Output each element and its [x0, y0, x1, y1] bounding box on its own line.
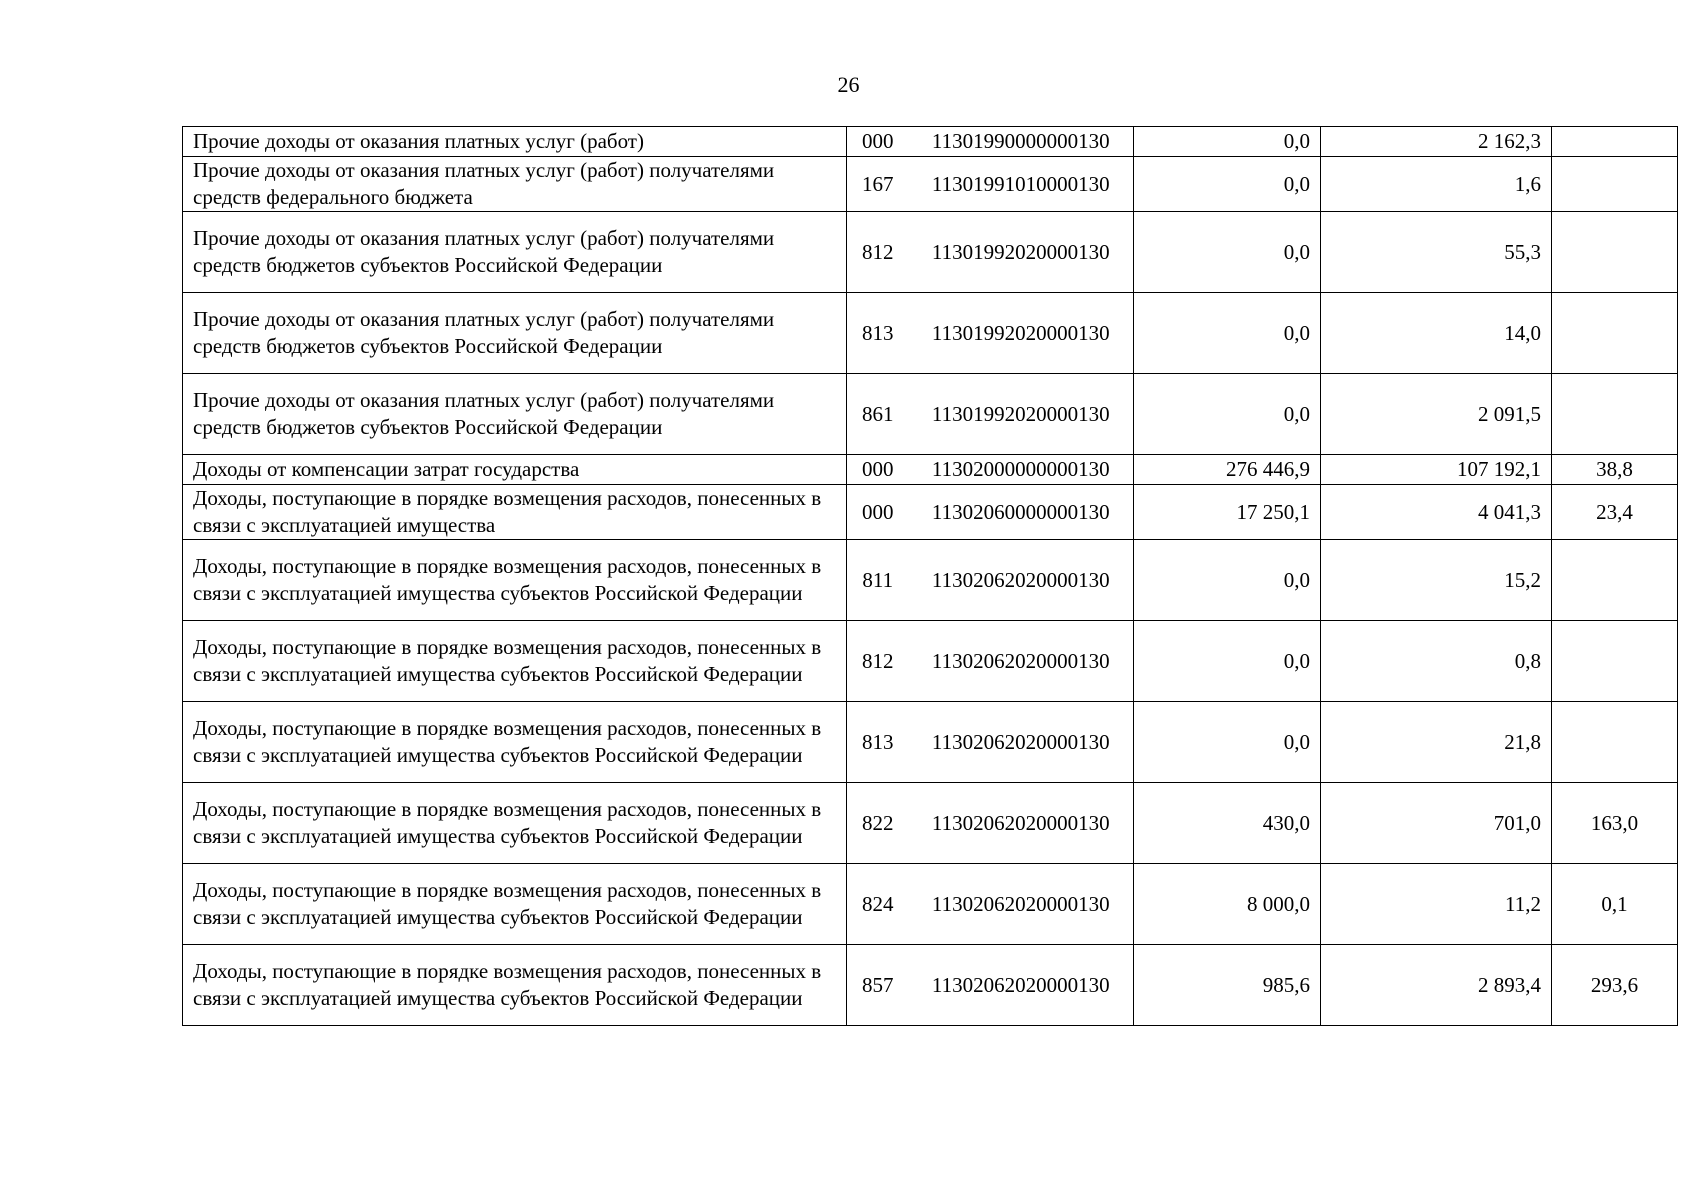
table-row [183, 621, 1678, 702]
revenue-table [182, 126, 1678, 1026]
actual-amount: 2 893,4 [1321, 945, 1552, 1026]
table-row [183, 212, 1678, 293]
execution-percent: 23,4 [1552, 485, 1678, 540]
planned-amount: 8 000,0 [1134, 864, 1321, 945]
execution-percent: 293,6 [1552, 945, 1678, 1026]
execution-percent [1552, 374, 1678, 455]
actual-amount: 11,2 [1321, 864, 1552, 945]
budget-classification-code: 11301991010000130 [909, 157, 1134, 212]
table-row [183, 945, 1678, 1026]
admin-code: 167 [847, 157, 909, 212]
admin-code: 812 [847, 621, 909, 702]
actual-amount: 4 041,3 [1321, 485, 1552, 540]
admin-code: 822 [847, 783, 909, 864]
actual-amount: 1,6 [1321, 157, 1552, 212]
planned-amount: 0,0 [1134, 374, 1321, 455]
planned-amount: 985,6 [1134, 945, 1321, 1026]
admin-code: 000 [847, 455, 909, 485]
actual-amount: 0,8 [1321, 621, 1552, 702]
planned-amount: 430,0 [1134, 783, 1321, 864]
execution-percent: 0,1 [1552, 864, 1678, 945]
table-row [183, 374, 1678, 455]
income-name: Прочие доходы от оказания платных услуг (работ) получателями средств бюджетов субъектов Российской Федерации [183, 374, 847, 455]
income-name: Доходы, поступающие в порядке возмещения расходов, понесенных в связи с эксплуатацией имущества [183, 485, 847, 540]
execution-percent [1552, 127, 1678, 157]
budget-classification-code: 11302062020000130 [909, 945, 1134, 1026]
actual-amount: 21,8 [1321, 702, 1552, 783]
income-name: Доходы от компенсации затрат государства [183, 455, 847, 485]
income-name: Прочие доходы от оказания платных услуг (работ) [183, 127, 847, 157]
actual-amount: 2 091,5 [1321, 374, 1552, 455]
income-name: Доходы, поступающие в порядке возмещения расходов, понесенных в связи с эксплуатацией имущества субъектов Российской Федерации [183, 783, 847, 864]
budget-classification-code: 11302062020000130 [909, 864, 1134, 945]
table-row [183, 783, 1678, 864]
budget-classification-code: 11302062020000130 [909, 702, 1134, 783]
budget-classification-code: 11301992020000130 [909, 212, 1134, 293]
execution-percent [1552, 293, 1678, 374]
planned-amount: 0,0 [1134, 157, 1321, 212]
page-number: 26 [837, 72, 860, 97]
income-name: Прочие доходы от оказания платных услуг (работ) получателями средств бюджетов субъектов Российской Федерации [183, 293, 847, 374]
income-name: Доходы, поступающие в порядке возмещения расходов, понесенных в связи с эксплуатацией имущества субъектов Российской Федерации [183, 540, 847, 621]
table-row [183, 293, 1678, 374]
actual-amount: 107 192,1 [1321, 455, 1552, 485]
budget-classification-code: 11301990000000130 [909, 127, 1134, 157]
table-row [183, 157, 1678, 212]
admin-code: 812 [847, 212, 909, 293]
budget-classification-code: 11302062020000130 [909, 783, 1134, 864]
budget-classification-code: 11302062020000130 [909, 621, 1134, 702]
income-name: Прочие доходы от оказания платных услуг (работ) получателями средств бюджетов субъектов Российской Федерации [183, 212, 847, 293]
income-name: Доходы, поступающие в порядке возмещения расходов, понесенных в связи с эксплуатацией имущества субъектов Российской Федерации [183, 945, 847, 1026]
admin-code: 813 [847, 702, 909, 783]
planned-amount: 0,0 [1134, 127, 1321, 157]
income-name: Доходы, поступающие в порядке возмещения расходов, понесенных в связи с эксплуатацией имущества субъектов Российской Федерации [183, 864, 847, 945]
table-row [183, 540, 1678, 621]
admin-code: 811 [847, 540, 909, 621]
planned-amount: 0,0 [1134, 540, 1321, 621]
planned-amount: 0,0 [1134, 293, 1321, 374]
execution-percent [1552, 540, 1678, 621]
execution-percent [1552, 621, 1678, 702]
income-name: Доходы, поступающие в порядке возмещения расходов, понесенных в связи с эксплуатацией имущества субъектов Российской Федерации [183, 702, 847, 783]
actual-amount: 55,3 [1321, 212, 1552, 293]
table-row [183, 864, 1678, 945]
execution-percent: 38,8 [1552, 455, 1678, 485]
budget-classification-code: 11302060000000130 [909, 485, 1134, 540]
budget-classification-code: 11302000000000130 [909, 455, 1134, 485]
planned-amount: 276 446,9 [1134, 455, 1321, 485]
execution-percent [1552, 702, 1678, 783]
planned-amount: 0,0 [1134, 621, 1321, 702]
execution-percent [1552, 157, 1678, 212]
budget-classification-code: 11302062020000130 [909, 540, 1134, 621]
admin-code: 000 [847, 127, 909, 157]
actual-amount: 15,2 [1321, 540, 1552, 621]
admin-code: 861 [847, 374, 909, 455]
admin-code: 000 [847, 485, 909, 540]
income-name: Прочие доходы от оказания платных услуг (работ) получателями средств федерального бюджета [183, 157, 847, 212]
budget-classification-code: 11301992020000130 [909, 293, 1134, 374]
actual-amount: 2 162,3 [1321, 127, 1552, 157]
planned-amount: 0,0 [1134, 212, 1321, 293]
execution-percent [1552, 212, 1678, 293]
admin-code: 813 [847, 293, 909, 374]
actual-amount: 701,0 [1321, 783, 1552, 864]
execution-percent: 163,0 [1552, 783, 1678, 864]
table-row [183, 455, 1678, 485]
table-row [183, 127, 1678, 157]
admin-code: 824 [847, 864, 909, 945]
table-row [183, 485, 1678, 540]
planned-amount: 17 250,1 [1134, 485, 1321, 540]
admin-code: 857 [847, 945, 909, 1026]
table-row [183, 702, 1678, 783]
budget-classification-code: 11301992020000130 [909, 374, 1134, 455]
actual-amount: 14,0 [1321, 293, 1552, 374]
income-name: Доходы, поступающие в порядке возмещения расходов, понесенных в связи с эксплуатацией имущества субъектов Российской Федерации [183, 621, 847, 702]
planned-amount: 0,0 [1134, 702, 1321, 783]
